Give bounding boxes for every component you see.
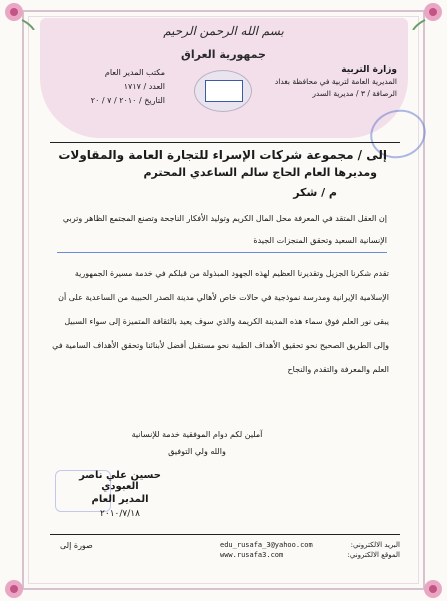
subject-line: م / شكر	[293, 186, 337, 199]
directorate-name: المديرية العامة لتربية في محافظة بغداد	[274, 77, 397, 86]
footer-divider	[50, 534, 400, 535]
closing-line-1: آملين لكم دوام الموفقية خدمة للإنسانية	[131, 430, 263, 439]
republic-title: جمهورية العراق	[181, 48, 266, 61]
closing-block	[97, 430, 297, 456]
ministry-block	[247, 64, 397, 100]
recipient-line-2: ومديرها العام الحاج سالم الساعدي المحترم	[143, 166, 377, 179]
intro-paragraph: إن العقل المتقد في المعرفة محل المال الكريم وتوليد الأفكار الناجحة وتصنع المجتمع الظاهر وتربي الإنسانية السعيد وتحقق المنجزات الجيدة	[57, 208, 387, 253]
recipient-line-1: إلى / مجموعة شركات الإسراء للتجارة العامة والمقاولات	[58, 148, 387, 162]
date-label: التاريخ /	[138, 96, 165, 105]
date-row	[45, 94, 165, 108]
emblem-inner	[205, 80, 243, 102]
email-label: البريد الالكتروني:	[350, 541, 400, 549]
date-value: ٢٠١٠ / ٧ / ٢٠	[90, 96, 137, 105]
ministry-name: وزارة التربية	[341, 65, 397, 75]
closing-line-2: والله ولي التوفيق	[168, 447, 226, 456]
email-value[interactable]: edu_rusafa_3@yahoo.com	[220, 541, 313, 549]
signatory-title: المدير العام	[91, 494, 149, 505]
number-label: العدد /	[143, 82, 165, 91]
signature-block	[60, 470, 180, 519]
flower-corner-icon	[411, 571, 445, 601]
copy-note: صورة إلى	[60, 541, 93, 550]
basmala: بسم الله الرحمن الرحيم	[163, 24, 284, 38]
branch-name: الرصافة / ٣ / مديرية السدر	[312, 89, 397, 98]
ministry-emblem	[194, 70, 252, 112]
flower-corner-icon	[2, 571, 36, 601]
body-paragraph: تقدم شكرنا الجزيل وتقديرنا العظيم لهذه الجهود المبذولة من قبلكم في خدمة مسيرة الجمهورية الإسلامية الإيرانية ومدرسة نموذجية في حالات خاص لأهالي مدينة الصدر الحبيبة من الساعدية على أن يبقى نور العلم فوق سماء هذه المدينة الكريمة والذي سوف يعيد بالثقافة المتميزة إلى سواء السبيل وإلى الطريق الصحيح نحو تحقيق الأهداف الطيبة نحو مستقبل أفضل لأبنائنا وتحقق الأهداف السامية في العلم والمعرفة والتقدم والنجاح	[52, 269, 389, 374]
signatory-name: حسين علي ناصر العبودي	[79, 470, 161, 492]
reference-block	[45, 66, 165, 108]
number-value: ١٧١٧	[123, 82, 141, 91]
header-divider	[50, 142, 400, 143]
office-name: مكتب المدير العام	[104, 68, 165, 77]
site-label: الموقع الالكتروني:	[347, 551, 400, 559]
number-row	[45, 80, 165, 94]
site-value[interactable]: www.rusafa3.com	[220, 551, 284, 559]
signature-date: ٢٠١٠/٧/١٨	[100, 509, 140, 519]
